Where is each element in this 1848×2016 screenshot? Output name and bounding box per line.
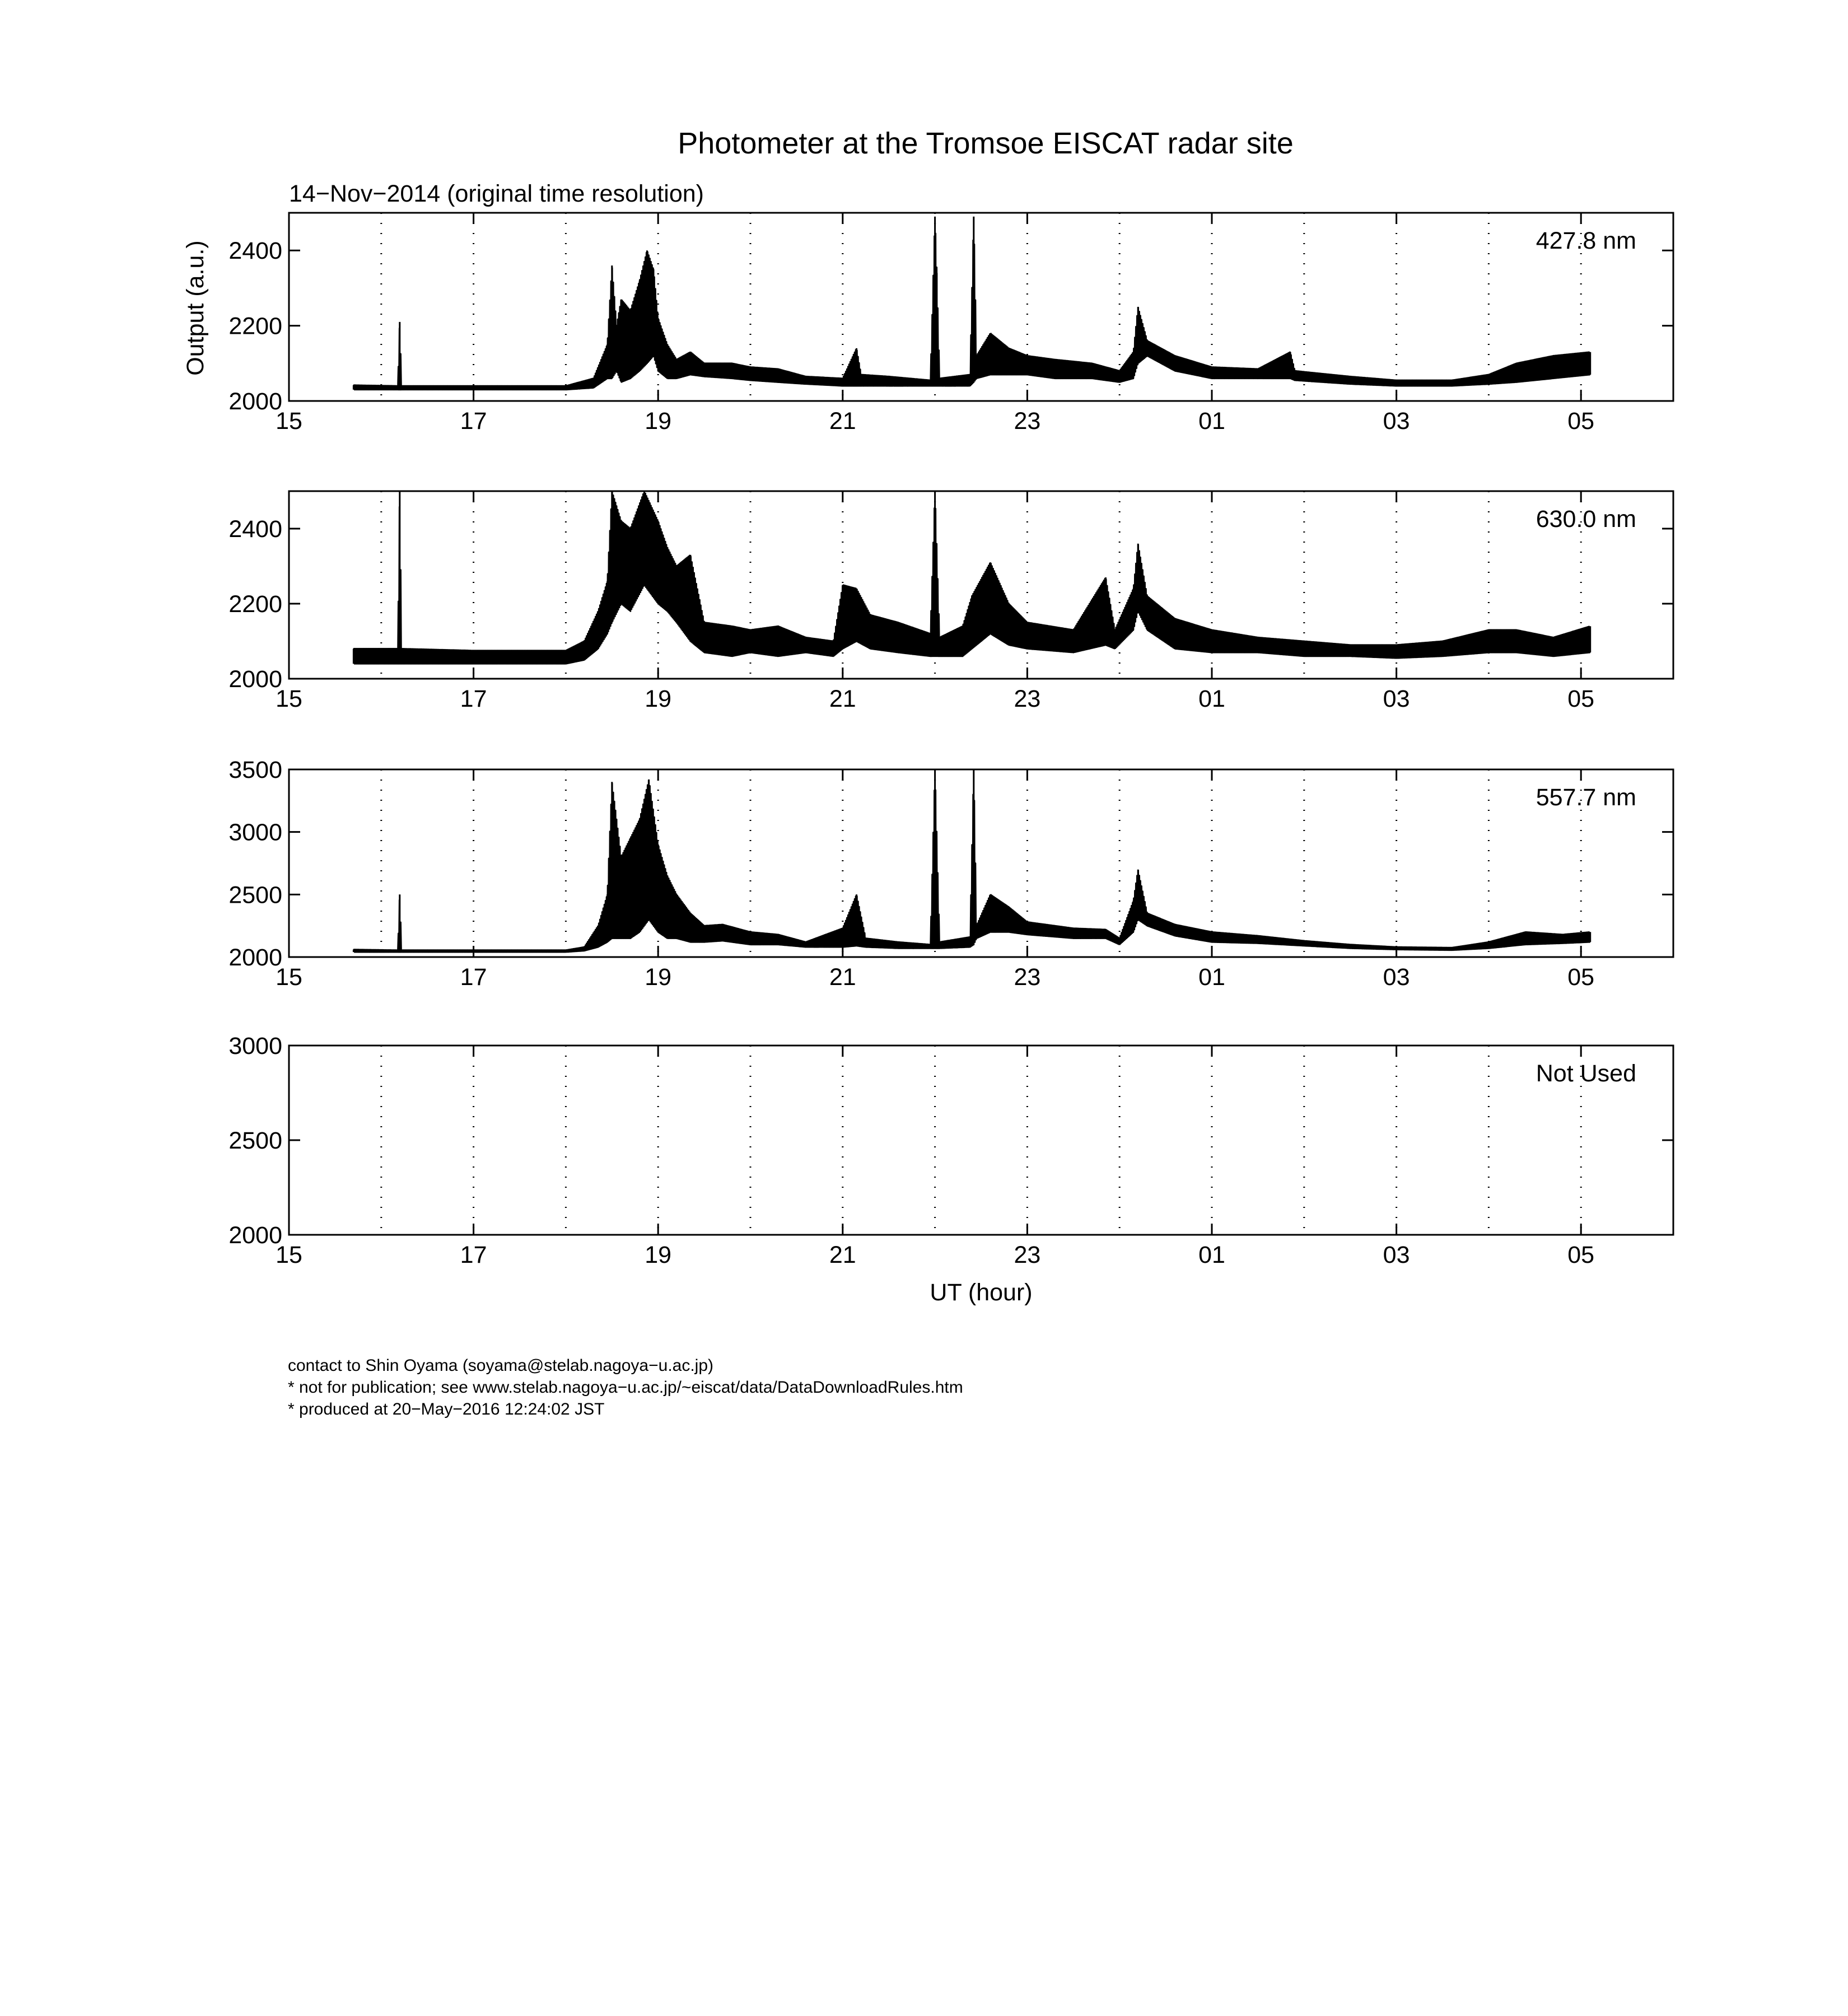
x-tick-label: 15	[276, 1242, 302, 1268]
x-tick-label: 23	[1014, 408, 1041, 435]
y-tick-label: 2200	[228, 591, 282, 618]
x-tick-label: 03	[1383, 964, 1410, 991]
x-tick-label: 17	[460, 685, 487, 712]
y-tick-label: 2500	[228, 881, 282, 909]
x-tick-label: 21	[829, 1242, 856, 1268]
y-tick-label: 3000	[228, 819, 282, 846]
data-trace-series-3	[353, 769, 1590, 952]
y-tick-label: 2000	[228, 1222, 282, 1249]
footer-produced: * produced at 20−May−2016 12:24:02 JST	[288, 1400, 605, 1418]
x-tick-label: 03	[1383, 685, 1410, 712]
panel-label: Not Used	[1536, 1060, 1636, 1087]
x-tick-label: 05	[1567, 964, 1595, 991]
panel-label: 557.7 nm	[1536, 784, 1636, 811]
x-tick-label: 01	[1198, 685, 1225, 712]
y-tick-label: 2500	[228, 1127, 282, 1154]
x-tick-label: 19	[645, 685, 672, 712]
x-tick-label: 19	[645, 964, 672, 991]
footer-contact: contact to Shin Oyama (soyama@stelab.nagoya−u.ac.jp)	[288, 1356, 714, 1375]
y-tick-label: 2000	[228, 944, 282, 971]
x-tick-label: 05	[1567, 408, 1595, 435]
x-tick-label: 15	[276, 964, 302, 991]
x-axis-label: UT (hour)	[930, 1279, 1033, 1306]
x-tick-label: 03	[1383, 1242, 1410, 1268]
y-axis-label: Output (a.u.)	[182, 240, 209, 376]
panel-label: 630.0 nm	[1536, 506, 1636, 533]
data-trace-series-2	[353, 491, 1590, 664]
x-tick-label: 23	[1014, 964, 1041, 991]
x-tick-label: 21	[829, 685, 856, 712]
panel-3	[228, 757, 1673, 991]
x-tick-label: 03	[1383, 408, 1410, 435]
x-tick-label: 21	[829, 408, 856, 435]
x-tick-label: 23	[1014, 685, 1041, 712]
x-tick-label: 23	[1014, 1242, 1041, 1268]
x-tick-label: 01	[1198, 1242, 1225, 1268]
panel-1	[228, 213, 1673, 435]
chart-title: Photometer at the Tromsoe EISCAT radar site	[678, 127, 1294, 160]
x-tick-label: 19	[645, 1242, 672, 1268]
footer-rules: * not for publication; see www.stelab.nagoya−u.ac.jp/~eiscat/data/DataDownloadRules.htm	[288, 1378, 963, 1397]
x-tick-label: 05	[1567, 685, 1595, 712]
y-tick-label: 2400	[228, 516, 282, 543]
x-tick-label: 17	[460, 964, 487, 991]
x-tick-label: 19	[645, 408, 672, 435]
panels-group	[228, 213, 1673, 1268]
y-tick-label: 3000	[228, 1033, 282, 1060]
panel-2	[228, 491, 1673, 712]
x-tick-label: 15	[276, 408, 302, 435]
y-tick-label: 2000	[228, 666, 282, 693]
x-tick-label: 01	[1198, 964, 1225, 991]
panel-label: 427.8 nm	[1536, 227, 1636, 254]
footer	[288, 1356, 963, 1418]
x-tick-label: 01	[1198, 408, 1225, 435]
x-tick-label: 05	[1567, 1242, 1595, 1268]
y-tick-label: 2000	[228, 388, 282, 415]
panel-4	[228, 1033, 1673, 1268]
x-tick-label: 17	[460, 408, 487, 435]
y-tick-label: 3500	[228, 757, 282, 783]
panel-frame	[289, 1046, 1673, 1235]
data-trace-series-1	[353, 217, 1590, 390]
chart-subtitle: 14−Nov−2014 (original time resolution)	[289, 180, 704, 207]
x-tick-label: 15	[276, 685, 302, 712]
y-tick-label: 2400	[228, 237, 282, 265]
y-tick-label: 2200	[228, 312, 282, 340]
x-tick-label: 17	[460, 1242, 487, 1268]
x-tick-label: 21	[829, 964, 856, 991]
